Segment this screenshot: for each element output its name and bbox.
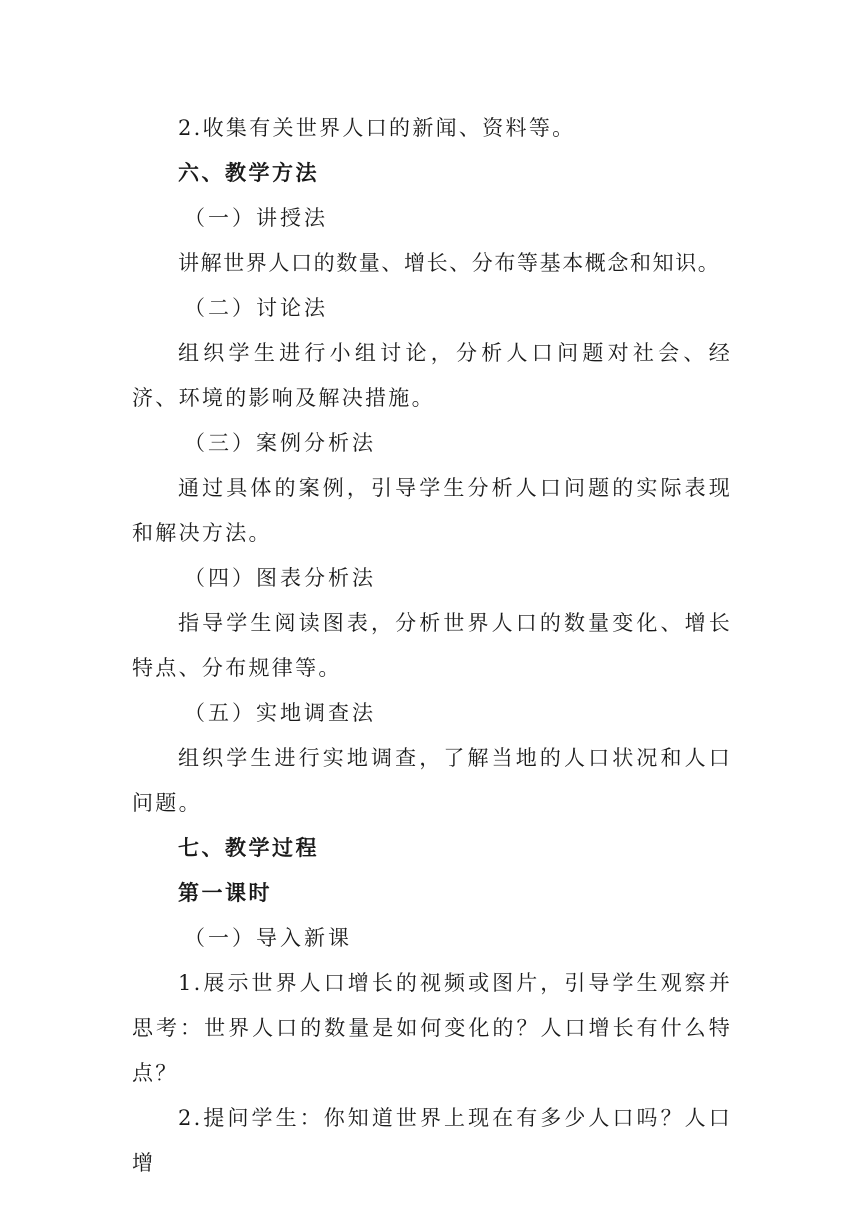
subheading-introduction: （一）导入新课 <box>184 926 352 950</box>
lesson-heading-first-period: 第一课时 <box>178 881 272 905</box>
subheading-discussion-method: （二）讨论法 <box>184 296 328 320</box>
document-body <box>132 106 732 1186</box>
subheading-chart-analysis-method: （四）图表分析法 <box>184 566 376 590</box>
paragraph-introduction-step-1: 1.展示世界人口增长的视频或图片，引导学生观察并思考：世界人口的数量是如何变化的？人口增长有什么特点？ <box>132 971 732 1085</box>
paragraph-material-collection: 2.收集有关世界人口的新闻、资料等。 <box>178 116 576 140</box>
paragraph-lecture-method: 讲解世界人口的数量、增长、分布等基本概念和知识。 <box>178 251 721 275</box>
subheading-case-analysis-method: （三）案例分析法 <box>184 431 376 455</box>
paragraph-discussion-method: 组织学生进行小组讨论，分析人口问题对社会、经济、环境的影响及解决措施。 <box>132 341 732 410</box>
paragraph-introduction-step-2: 2.提问学生：你知道世界上现在有多少人口吗？人口增 <box>132 1106 732 1175</box>
subheading-lecture-method: （一）讲授法 <box>184 206 328 230</box>
section-heading-teaching-methods: 六、教学方法 <box>178 161 319 185</box>
subheading-field-survey-method: （五）实地调查法 <box>184 701 376 725</box>
paragraph-case-analysis-method: 通过具体的案例，引导学生分析人口问题的实际表现和解决方法。 <box>132 476 732 545</box>
paragraph-field-survey-method: 组织学生进行实地调查，了解当地的人口状况和人口问题。 <box>132 746 732 815</box>
paragraph-chart-analysis-method: 指导学生阅读图表，分析世界人口的数量变化、增长特点、分布规律等。 <box>132 611 732 680</box>
section-heading-teaching-process: 七、教学过程 <box>178 836 319 860</box>
